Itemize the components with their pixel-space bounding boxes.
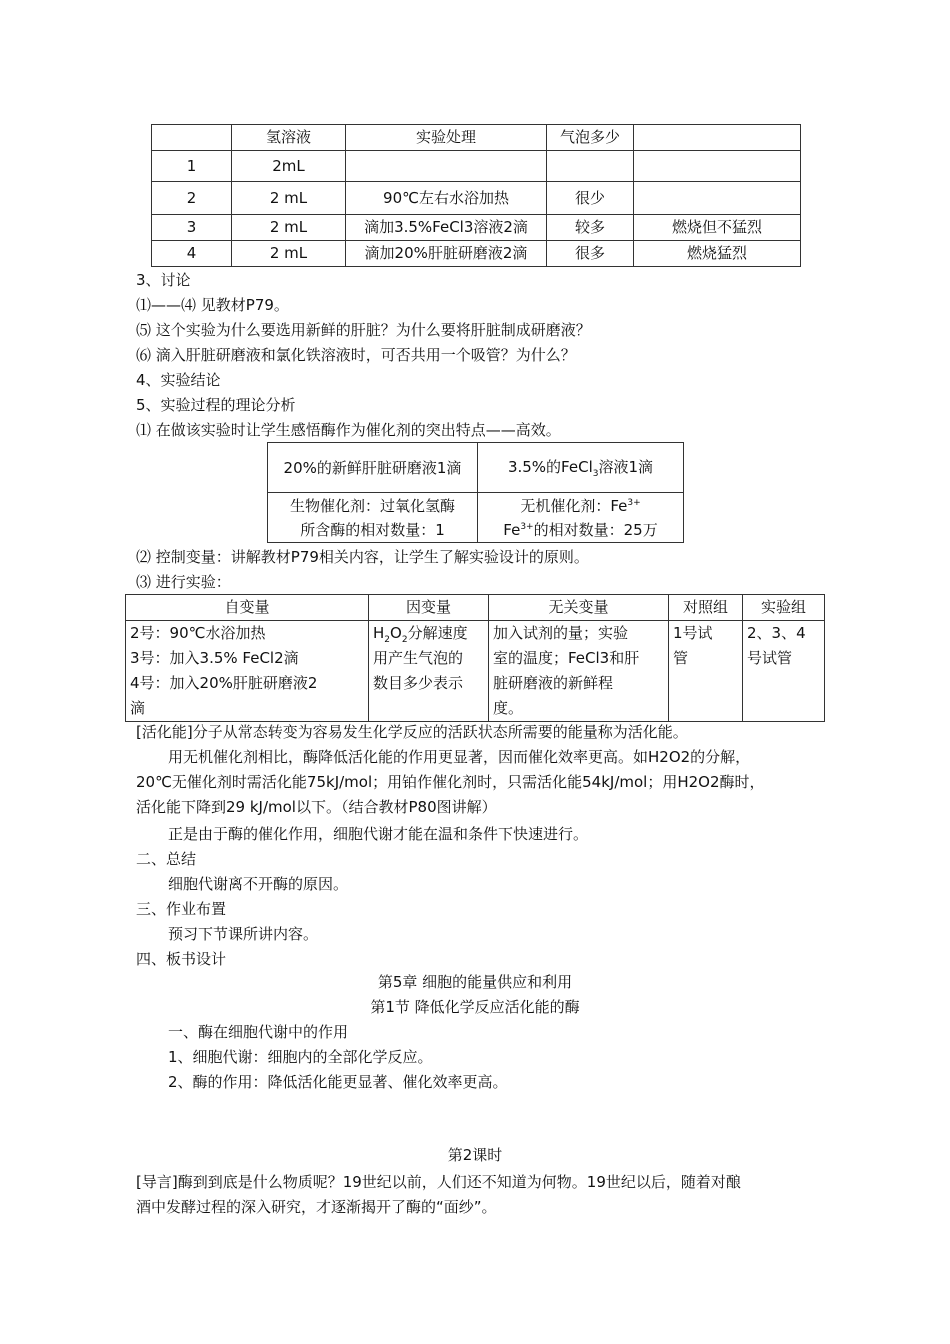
section-heading: 5、实验过程的理论分析 <box>136 396 296 414</box>
table-cell: 较多 <box>547 215 634 241</box>
subscript: 2 <box>384 635 391 645</box>
table-row <box>126 621 825 722</box>
subscript: 3 <box>592 469 599 479</box>
section-title: 第1节 降低化学反应活化能的酶 <box>370 998 580 1016</box>
section-heading: 三、作业布置 <box>136 900 227 918</box>
table-cell: 燃烧但不猛烈 <box>634 215 801 241</box>
cell-text: 分解速度 <box>407 624 468 642</box>
table-cell <box>346 151 547 182</box>
cell-text: 2号：90℃水浴加热 <box>130 624 266 642</box>
cell-text: 号试管 <box>747 649 793 667</box>
cell-text: 管 <box>673 649 689 667</box>
table-cell: 3 <box>152 215 232 241</box>
text-line: 1、细胞代谢：细胞内的全部化学反应。 <box>168 1048 433 1066</box>
text-line: [活化能]分子从常态转变为容易发生化学反应的活跃状态所需要的能量称为活化能。 <box>136 723 688 741</box>
text-line: 正是由于酶的催化作用，细胞代谢才能在温和条件下快速进行。 <box>168 825 589 843</box>
catalyst-comparison-table <box>267 442 684 543</box>
table-cell: 燃烧猛烈 <box>634 241 801 267</box>
experiment-table <box>151 124 801 267</box>
text-line: 活化能下降到29 kJ/mol以下。（结合教材P80图讲解） <box>136 798 497 816</box>
text-line: 酒中发酵过程的深入研究，才逐渐揭开了酶的“面纱”。 <box>136 1198 497 1216</box>
section-heading: 3、讨论 <box>136 271 191 289</box>
cell-text: 3号：加入3.5% FeCl2滴 <box>130 649 299 667</box>
text-line: ⑴ 在做该实验时让学生感悟酶作为催化剂的突出特点——高效。 <box>136 421 561 439</box>
table-cell: 1 <box>152 151 232 182</box>
table-row <box>152 182 801 215</box>
table1-header-cell <box>634 125 801 151</box>
table-row <box>152 241 801 267</box>
section-heading: 4、实验结论 <box>136 371 221 389</box>
table-row <box>152 151 801 182</box>
text-line: 细胞代谢离不开酶的原因。 <box>168 875 349 893</box>
table-cell: 很多 <box>547 241 634 267</box>
table-row <box>268 443 684 493</box>
table-cell: 20%的新鲜肝脏研磨液1滴 <box>268 443 478 493</box>
lesson-title: 第2课时 <box>447 1146 503 1164</box>
table-cell: 2 <box>152 182 232 215</box>
chem-symbol: O <box>390 624 402 642</box>
cell-text: 无机催化剂：Fe <box>520 496 628 515</box>
table-cell <box>743 621 825 722</box>
table3-header-cell: 实验组 <box>743 595 825 621</box>
cell-text: 生物催化剂：过氧化氢酶 <box>289 496 455 515</box>
table-cell: 90℃左右水浴加热 <box>346 182 547 215</box>
table-row <box>268 493 684 543</box>
table-cell: 2 mL <box>232 182 346 215</box>
table-cell <box>478 443 684 493</box>
text-line: 预习下节课所讲内容。 <box>168 925 319 943</box>
text-line: ⑵ 控制变量：讲解教材P79相关内容，让学生了解实验设计的原则。 <box>136 548 589 566</box>
table-cell <box>126 621 369 722</box>
text-line: 20℃无催化剂时需活化能75kJ/mol；用铂作催化剂时，只需活化能54kJ/mol；用H2O2酶时， <box>136 773 765 791</box>
table-cell <box>547 151 634 182</box>
cell-text: Fe <box>503 520 521 539</box>
text-line: [导言]酶到到底是什么物质呢？19世纪以前，人们还不知道为何物。19世纪以后，随着对酿 <box>136 1173 741 1191</box>
cell-text <box>373 621 484 646</box>
table1-header-cell <box>152 125 232 151</box>
cell-text: 所含酶的相对数量：1 <box>300 520 445 539</box>
section-heading: 四、板书设计 <box>136 950 227 968</box>
table-cell <box>489 621 669 722</box>
superscript: 3+ <box>627 497 641 508</box>
table-cell: 2 mL <box>232 241 346 267</box>
cell-text: 4号：加入20%肝脏研磨液2 <box>130 674 318 692</box>
table-cell: 很少 <box>547 182 634 215</box>
table-cell <box>369 621 489 722</box>
cell-text: 滴 <box>130 699 146 717</box>
cell-text: 脏研磨液的新鲜程 <box>493 674 614 692</box>
text-line: ⑶ 进行实验： <box>136 573 231 591</box>
chapter-title: 第5章 细胞的能量供应和利用 <box>377 973 573 991</box>
text-line: 用无机催化剂相比，酶降低活化能的作用更显著，因而催化效率更高。如H2O2的分解， <box>168 748 751 766</box>
cell-text: 数目多少表示 <box>373 674 464 692</box>
cell-text: 3.5%的FeCl <box>507 458 593 476</box>
table1-header-cell: 气泡多少 <box>547 125 634 151</box>
table3-header-cell: 对照组 <box>669 595 743 621</box>
cell-text: 1号试 <box>673 624 713 642</box>
text-line: 一、酶在细胞代谢中的作用 <box>168 1023 349 1041</box>
chem-symbol: H <box>373 624 385 642</box>
text-line: 2、酶的作用：降低活化能更显著、催化效率更高。 <box>168 1073 508 1091</box>
cell-text: 的相对数量：25万 <box>533 520 658 539</box>
table3-header-cell: 无关变量 <box>489 595 669 621</box>
cell-text: 用产生气泡的 <box>373 649 464 667</box>
table-cell <box>478 493 684 543</box>
cell-text: 室的温度；FeCl3和肝 <box>493 649 640 667</box>
table-cell <box>634 182 801 215</box>
cell-text: 度。 <box>493 699 524 717</box>
table-cell: 4 <box>152 241 232 267</box>
cell-text: 溶液1滴 <box>598 458 654 476</box>
table1-header-cell: 氢溶液 <box>232 125 346 151</box>
table-cell: 滴加3.5%FeCl3溶液2滴 <box>346 215 547 241</box>
variables-table <box>125 594 825 722</box>
table-cell: 2mL <box>232 151 346 182</box>
table-row <box>126 595 825 621</box>
subscript: 2 <box>401 635 408 645</box>
table1-header-cell: 实验处理 <box>346 125 547 151</box>
cell-text: 2、3、4 <box>747 624 806 642</box>
section-heading: 二、总结 <box>136 850 197 868</box>
cell-text: 加入试剂的量；实验 <box>493 624 629 642</box>
table-cell <box>268 493 478 543</box>
table-row <box>152 215 801 241</box>
table3-header-cell: 自变量 <box>126 595 369 621</box>
table-cell <box>669 621 743 722</box>
table-cell: 滴加20%肝脏研磨液2滴 <box>346 241 547 267</box>
table-cell: 2 mL <box>232 215 346 241</box>
superscript: 3+ <box>520 521 534 532</box>
table3-header-cell: 因变量 <box>369 595 489 621</box>
text-line: ⑴——⑷ 见教材P79。 <box>136 296 289 314</box>
text-line: ⑹ 滴入肝脏研磨液和氯化铁溶液时，可否共用一个吸管？为什么？ <box>136 346 576 364</box>
text-line: ⑸ 这个实验为什么要选用新鲜的肝脏？为什么要将肝脏制成研磨液？ <box>136 321 591 339</box>
table-cell <box>634 151 801 182</box>
